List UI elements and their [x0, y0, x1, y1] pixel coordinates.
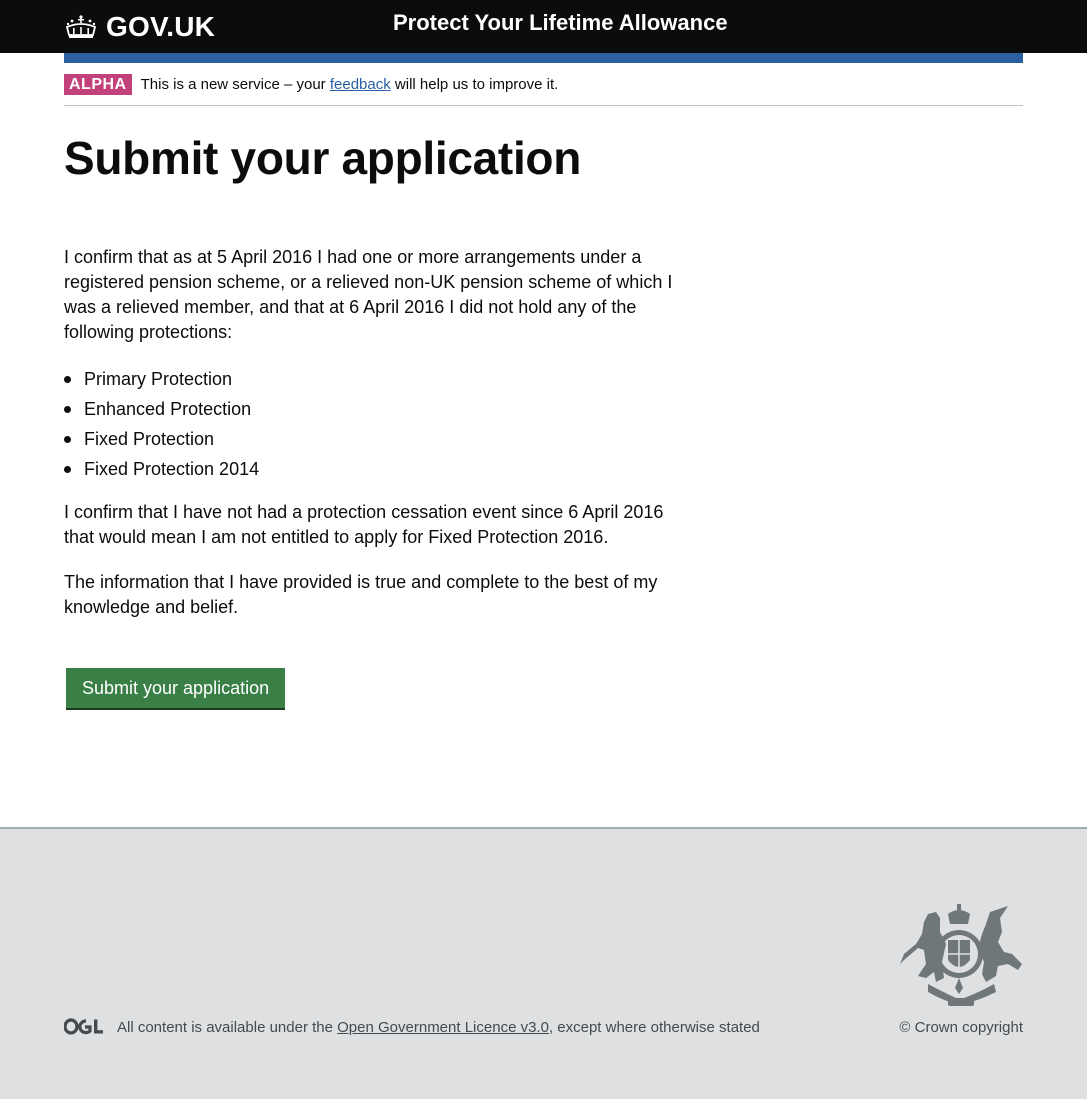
phase-banner	[64, 63, 1023, 106]
header-accent-bar	[64, 53, 1023, 63]
royal-coat-of-arms-icon	[898, 904, 1024, 1008]
licence-before: All content is available under the	[117, 1019, 338, 1036]
alpha-tag: ALPHA	[64, 74, 132, 95]
submit-application-button[interactable]: Submit your application	[66, 668, 285, 708]
site-footer	[0, 827, 1087, 1099]
list-item: Primary Protection	[64, 364, 259, 394]
logo-text: GOV.UK	[106, 10, 216, 42]
feedback-link[interactable]: feedback	[329, 75, 391, 93]
declaration-paragraph-3: The information that I have provided is true and complete to the best of my knowledge and belief.	[64, 572, 658, 617]
ogl-licence-link[interactable]: Open Government Licence v3.0	[337, 1019, 549, 1036]
declaration-paragraph-2: I confirm that I have not had a protection cessation event since 6 April 2016 that would mean I am not entitled to apply for Fixed Protection 2016.	[64, 502, 664, 547]
page-title: Submit your application	[64, 132, 582, 184]
protections-list	[64, 364, 259, 484]
licence-after: , except where otherwise stated	[548, 1019, 760, 1036]
list-item: Enhanced Protection	[64, 394, 259, 424]
crown-icon	[64, 14, 98, 40]
phase-text-after: will help us to improve it.	[390, 75, 559, 93]
declaration-paragraph-1: I confirm that as at 5 April 2016 I had one or more arrangements under a registered pension scheme, or a relieved non-UK pension scheme of which I was a relieved member, and that at 6 April 2016 I did not hold any of the following protections:	[64, 247, 673, 342]
list-item: Fixed Protection	[64, 424, 259, 454]
service-name-link[interactable]: Protect Your Lifetime Allowance	[393, 10, 728, 35]
ogl-logo-icon	[64, 1018, 104, 1035]
crown-copyright-link[interactable]: © Crown copyright	[899, 1019, 1023, 1036]
list-item: Fixed Protection 2014	[64, 454, 259, 484]
licence-text	[117, 1019, 760, 1036]
govuk-logo-link[interactable]	[64, 11, 215, 43]
phase-text-before: This is a new service – your	[140, 75, 330, 93]
phase-banner-text	[141, 76, 559, 93]
main-content	[64, 130, 684, 698]
site-header	[0, 0, 1087, 53]
